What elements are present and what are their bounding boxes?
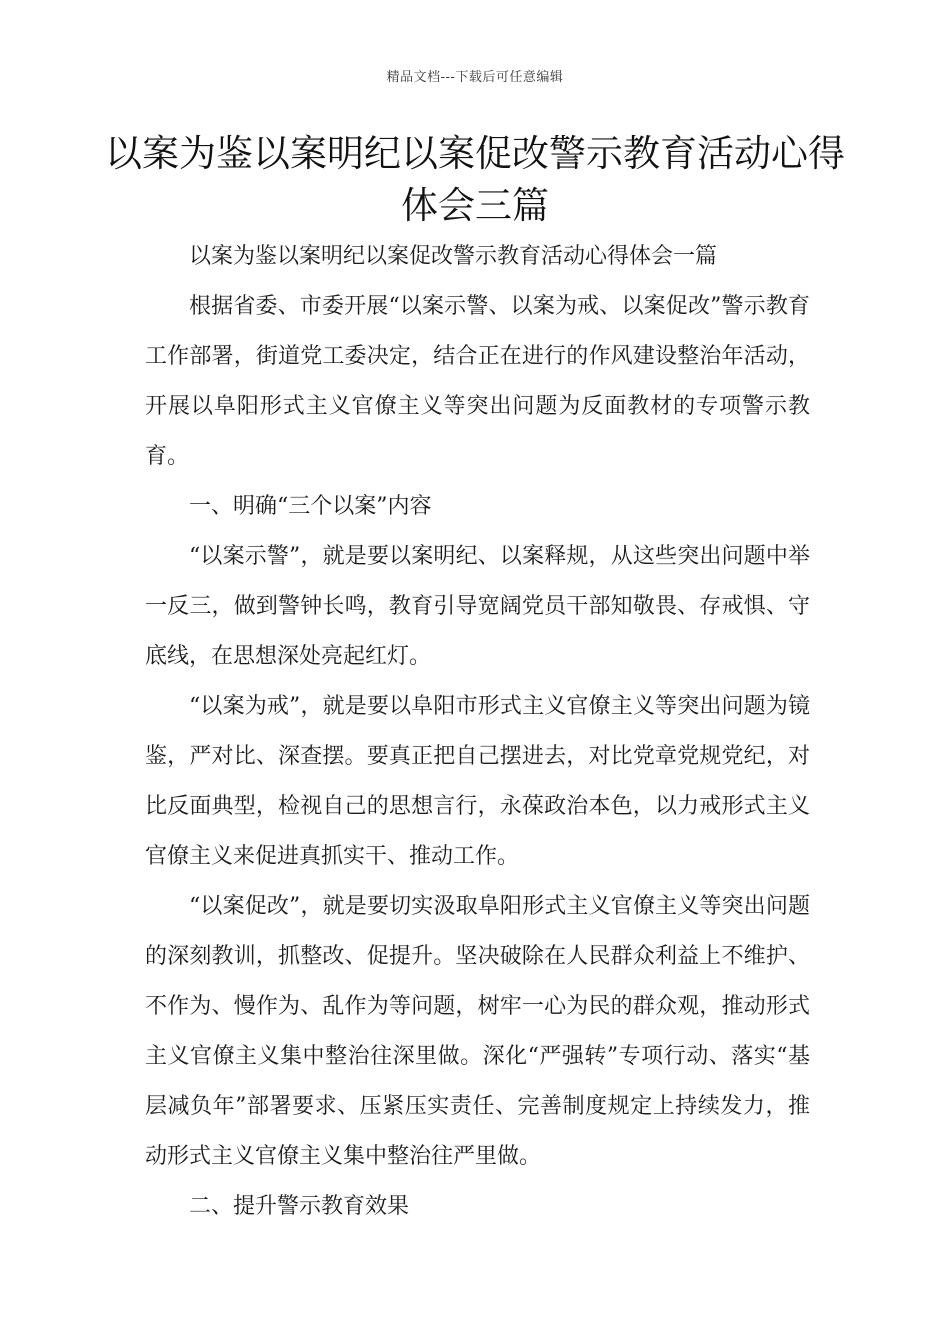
header-note: 精品文档---下载后可任意编辑	[386, 70, 564, 85]
paragraph-yian-weijie: “以案为戒”，就是要以阜阳市形式主义官僚主义等突出问题为镜鉴，严对比、深查摆。要真正把自己摆进去，对比党章党规党纪，对比反面典型，检视自己的思想言行，永葆政治本色，以力戒形式主义官僚主义来促进真抓实干、推动工作。	[145, 694, 810, 869]
paragraph-subtitle: 以案为鉴以案明纪以案促改警示教育活动心得体会一篇	[189, 244, 718, 269]
paragraph-yian-cugai: “以案促改”，就是要切实汲取阜阳形式主义官僚主义等突出问题的深刻教训，抓整改、促提升。坚决破除在人民群众利益上不维护、不作为、慢作为、乱作为等问题，树牢一心为民的群众观，推动形式主义官僚主义集中整治往深里做。深化“严强转”专项行动、落实“基层减负年”部署要求、压紧压实责任、完善制度规定上持续发力，推动形式主义官僚主义集中整治往严里做。	[145, 894, 810, 1169]
document-body	[145, 232, 810, 1232]
paragraph-intro: 根据省委、市委开展“以案示警、以案为戒、以案促改”警示教育工作部署，街道党工委决定，结合正在进行的作风建设整治年活动，开展以阜阳形式主义官僚主义等突出问题为反面教材的专项警示教育。	[145, 294, 810, 469]
section-heading-1: 一、明确“三个以案”内容	[189, 494, 432, 519]
document-title: 以案为鉴以案明纪以案促改警示教育活动心得体会三篇	[105, 132, 845, 227]
section-heading-2: 二、提升警示教育效果	[189, 1194, 410, 1219]
paragraph-yian-shijing: “以案示警”，就是要以案明纪、以案释规，从这些突出问题中举一反三，做到警钟长鸣，教育引导宽阔党员干部知敬畏、存戒惧、守底线，在思想深处亮起红灯。	[145, 544, 810, 669]
